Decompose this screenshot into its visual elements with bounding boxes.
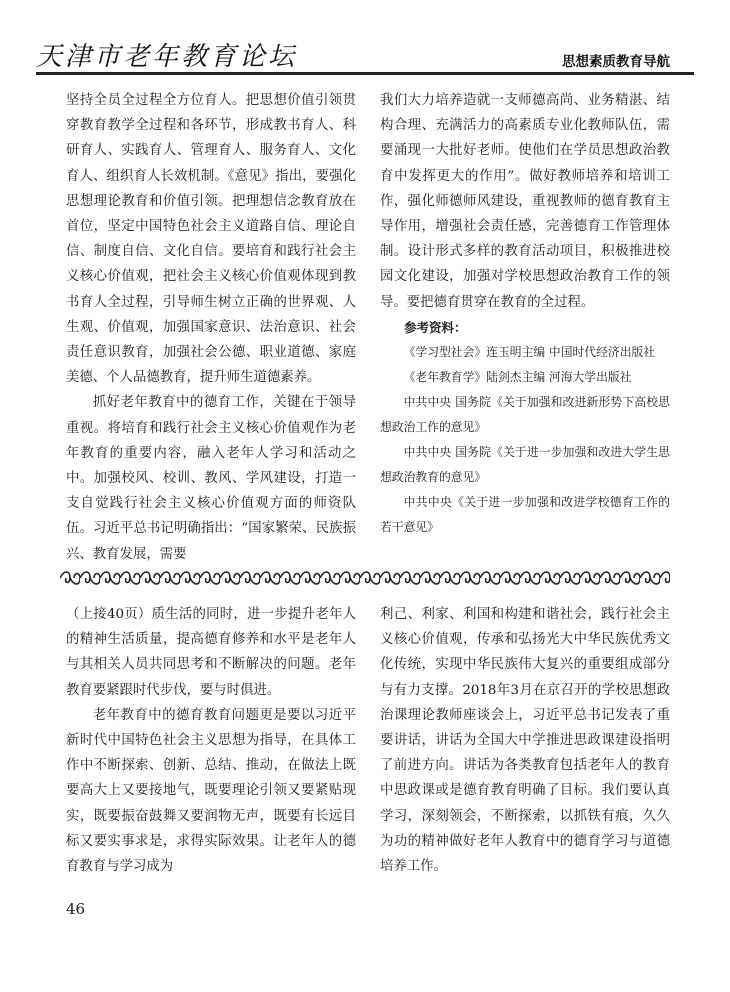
paragraph: 我们大力培养造就一支师德高尚、业务精湛、结构合理、充满活力的高素质专业化教师队伍，需要涌现一大批好老师。使他们在学员思想政治教育中发挥更大的作用”。做好教师培养和培训工作，强化师德师风建设，重视教师的德育教育主导作用，增强社会责任感，完善德育工作管理体制。设计形式多样的教育活动项目，积极推进校园文化建设，加强对学校思想政治教育工作的领导。要把德育贯穿在教育的全过程。	[380, 93, 670, 310]
paragraph: 利己、利家、利国和构建和谐社会，践行社会主义核心价值观，传承和弘扬光大中华民族优秀文化传统，实现中华民族伟大复兴的重要组成部分与有力支撑。2018年3月在京召开的学校思想政治课理论教师座谈会上，习近平总书记发表了重要讲话，讲话为全国大中学推进思政课建设指明了前进方向。讲话为各类教育包括老年人的教育中思政课或是德育教育明确了目标。我们要认真学习，深刻领会，不断探索，以抓铁有痕，久久为功的精神做好老年人教育中的德育学习与道德培养工作。	[380, 607, 670, 875]
ornament-pattern	[60, 570, 670, 586]
article-column-top-left	[66, 88, 356, 567]
paragraph: （上接40页）质生活的同时，进一步提升老年人的精神生活质量，提高德育修养和水平是老年人与其相关人员共同思考和不断解决的问题。老年教育要紧跟时代步伐，要与时俱进。	[66, 607, 356, 698]
reference-item: 中共中央《关于进一步加强和改进学校德育工作的若干意见》	[380, 495, 670, 535]
references-heading: 参考资料：	[404, 319, 467, 335]
reference-item: 《学习型社会》连玉明主编 中国时代经济出版社	[403, 345, 656, 360]
header-rule	[36, 72, 694, 75]
article-column-top-right	[380, 88, 670, 540]
masthead-logo: 天津市老年教育论坛	[36, 42, 298, 72]
paragraph: 抓好老年教育中的德育工作，关键在于领导重视。将培育和践行社会主义核心价值观作为老年教育的重要内容，融入老年人学习和活动之中。加强校风、校训、教风、学风建设，打造一支自觉践行社会主义核心价值观方面的师资队伍。习近平总书记明确指出：“国家繁荣、民族振兴、教育发展，需要	[66, 395, 356, 562]
reference-item: 中共中央 国务院《关于加强和改进新形势下高校思想政治工作的意见》	[380, 395, 670, 435]
reference-item: 中共中央 国务院《关于进一步加强和改进大学生思想政治教育的意见》	[380, 445, 670, 485]
paragraph: 老年教育中的德育教育问题更是要以习近平新时代中国特色社会主义思想为指导，在具体工作中不断探索、创新、总结、推动，在做法上既要高大上又要接地气，既要理论引领又要紧贴现实，既要振奋鼓舞又要润物无声，既要有长远目标又要实事求是，求得实际效果。让老年人的德育教育与学习成为	[66, 707, 356, 875]
paragraph: 坚持全员全过程全方位育人。把思想价值引领贯穿教育教学全过程和各环节，形成教书育人、科研育人、实践育人、管理育人、服务育人、文化育人、组织育人长效机制。《意见》指出，要强化思想理论教育和价值引领。把理想信念教育放在首位，坚定中国特色社会主义道路自信、理论自信、制度自信、文化自信。要培育和践行社会主义核心价值观，把社会主义核心价值观体现到教书育人全过程，引导师生树立正确的世界观、人生观、价值观，加强国家意识、法治意识、社会责任意识教育，加强社会公德、职业道德、家庭美德、个人品德教育，提升师生道德素养。	[66, 93, 356, 386]
section-title: 思想素质教育导航	[562, 54, 670, 70]
article-column-bottom-right	[380, 602, 670, 879]
reference-item: 《老年教育学》陆剑杰主编 河海大学出版社	[403, 370, 632, 385]
ornamental-divider	[60, 570, 670, 586]
article-column-bottom-left	[66, 602, 356, 879]
page-number: 46	[66, 900, 86, 918]
